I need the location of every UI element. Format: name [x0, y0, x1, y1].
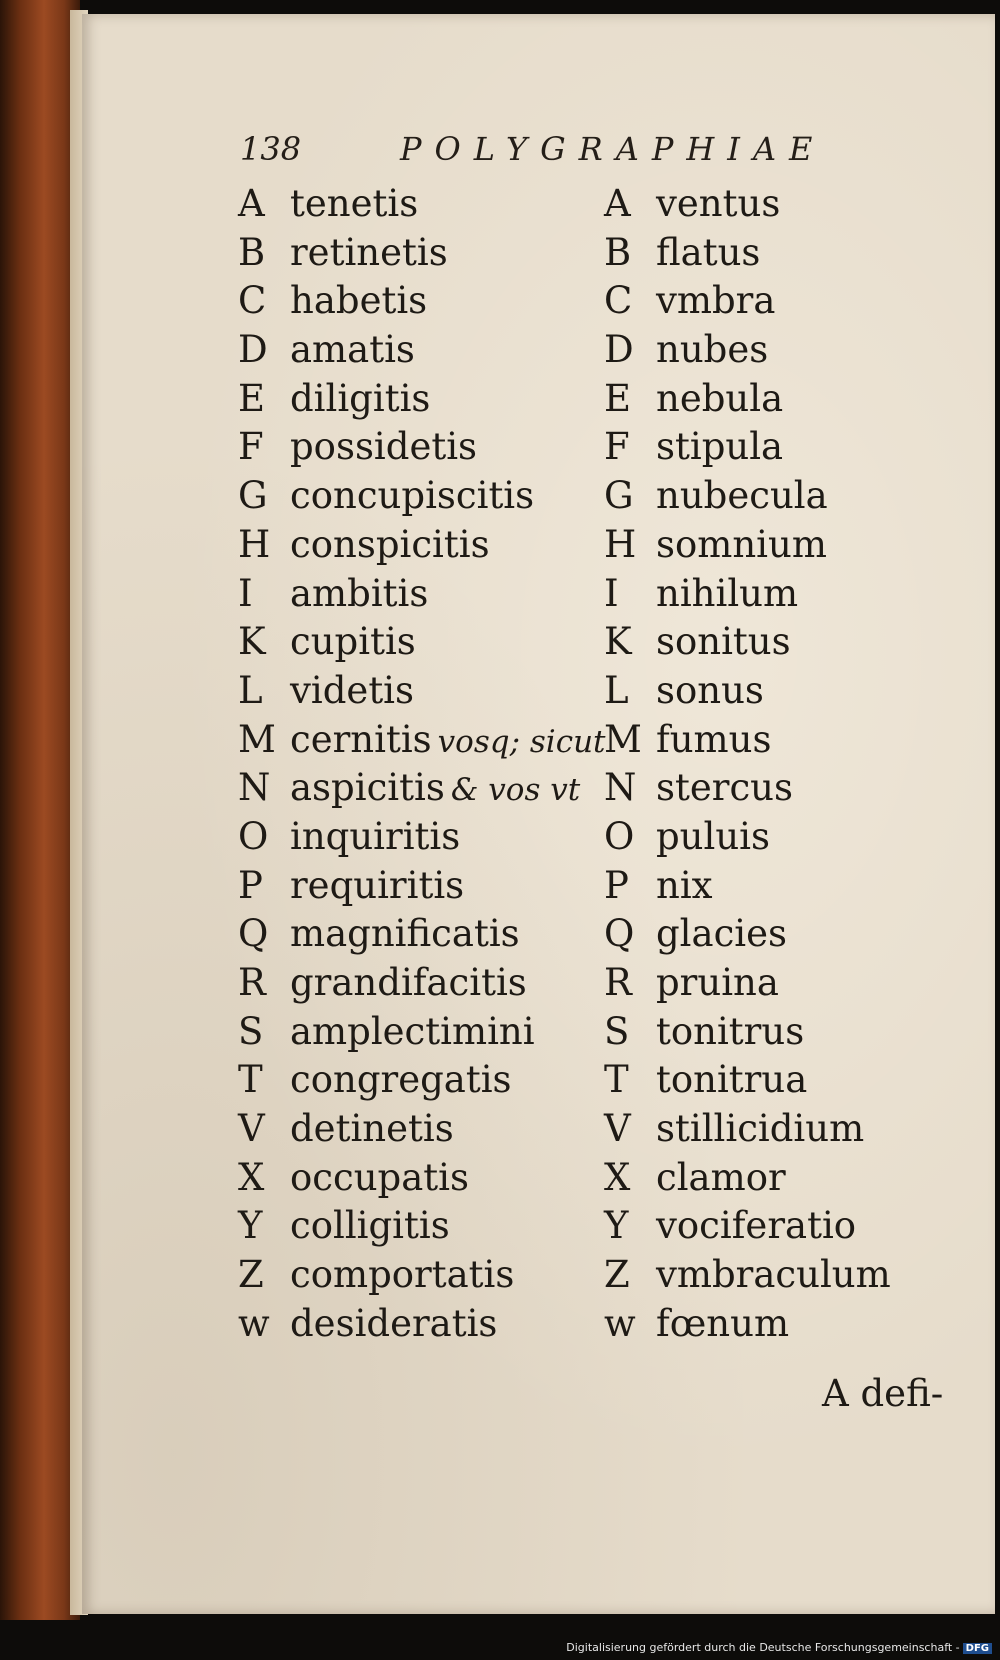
cipher-row [238, 716, 606, 765]
cipher-row [604, 229, 891, 278]
cipher-word: nebula [656, 376, 784, 420]
cipher-letter: Z [604, 1253, 630, 1297]
cipher-row [238, 862, 606, 911]
cipher-word: pruina [656, 961, 779, 1004]
cipher-word: nubes [656, 328, 769, 372]
cipher-row [238, 1008, 606, 1057]
cipher-letter: T [604, 1058, 629, 1102]
cipher-row [604, 1105, 891, 1154]
cipher-word: flatus [656, 230, 761, 274]
cipher-row [604, 277, 891, 326]
cipher-row [604, 764, 891, 813]
cipher-row [604, 1008, 891, 1057]
cipher-row [604, 862, 891, 911]
cipher-letter: D [604, 328, 634, 372]
cipher-letter: F [238, 425, 264, 469]
cipher-word: nihilum [656, 571, 799, 615]
cipher-word: ventus [656, 182, 781, 225]
digitization-credit [566, 1641, 992, 1654]
running-head: POLYGRAPHIAE [400, 130, 826, 168]
cipher-letter: I [604, 571, 619, 615]
cipher-word: magnificatis [290, 912, 520, 956]
cipher-word: desideratis [290, 1301, 498, 1345]
cipher-row [604, 667, 891, 716]
cipher-row [604, 1154, 891, 1203]
cipher-word: puluis [656, 814, 770, 858]
cipher-word: tonitrua [656, 1058, 808, 1102]
cipher-word: amatis [290, 328, 415, 372]
cipher-row [604, 1202, 891, 1251]
cipher-letter: N [238, 766, 271, 810]
cipher-word: inquiritis [290, 814, 461, 858]
cipher-word: diligitis [290, 376, 431, 420]
catchword: A defi- [822, 1372, 944, 1415]
cipher-word: concupiscitis [290, 474, 535, 518]
cipher-word: vociferatio [656, 1204, 857, 1248]
cipher-letter: D [238, 328, 268, 372]
cipher-word: possidetis [290, 425, 478, 469]
cipher-word: vmbra [656, 279, 776, 323]
cipher-row [604, 1056, 891, 1105]
cipher-letter: E [604, 376, 632, 420]
cipher-letter: B [238, 230, 266, 274]
cipher-letter: G [238, 474, 268, 518]
cipher-letter: S [604, 1009, 630, 1053]
cipher-word: glacies [656, 912, 788, 956]
cipher-row [238, 1300, 606, 1349]
cipher-letter: E [238, 376, 266, 420]
cipher-word: colligitis [290, 1204, 450, 1248]
cipher-letter: M [604, 717, 642, 761]
cipher-row [604, 716, 891, 765]
cipher-word: fumus [656, 717, 772, 761]
cipher-word: aspicitis [290, 766, 445, 810]
cipher-letter: V [604, 1107, 631, 1151]
cipher-row [238, 326, 606, 375]
cipher-letter: A [238, 182, 265, 225]
cipher-row [238, 277, 606, 326]
cipher-word: retinetis [290, 230, 448, 274]
cipher-letter: O [238, 814, 269, 858]
cipher-letter: K [604, 620, 632, 664]
cipher-word: nix [656, 863, 713, 907]
cipher-letter: R [238, 961, 266, 1004]
cipher-letter: P [604, 863, 629, 907]
book-spine [0, 0, 80, 1620]
cipher-letter: S [238, 1009, 264, 1053]
cipher-row [604, 959, 891, 1008]
cipher-row [238, 1251, 606, 1300]
cipher-letter: O [604, 814, 635, 858]
cipher-word: tenetis [290, 182, 419, 225]
cipher-word: detinetis [290, 1107, 454, 1151]
cipher-word: conspicitis [290, 522, 490, 566]
cipher-letter: M [238, 717, 276, 761]
cipher-word: stercus [656, 766, 793, 810]
dfg-logo: DFG [963, 1643, 992, 1654]
cipher-word: sonitus [656, 620, 791, 664]
cipher-word: amplectimini [290, 1009, 535, 1053]
cipher-letter: Z [238, 1253, 264, 1297]
cipher-row [238, 667, 606, 716]
cipher-letter: L [238, 668, 263, 712]
cipher-row [604, 570, 891, 619]
cipher-row [238, 618, 606, 667]
cipher-row [604, 326, 891, 375]
cipher-word: clamor [656, 1155, 786, 1199]
cipher-row [238, 521, 606, 570]
cipher-letter: B [604, 230, 632, 274]
cipher-letter: G [604, 474, 634, 518]
cipher-row [238, 570, 606, 619]
page-number: 138 [240, 130, 302, 168]
cipher-word: somnium [656, 522, 827, 566]
cipher-row [238, 423, 606, 472]
cipher-letter: A [604, 182, 631, 225]
cipher-row [238, 910, 606, 959]
cipher-word: requiritis [290, 863, 465, 907]
left-column [238, 180, 606, 1349]
cipher-row [238, 375, 606, 424]
cipher-word: habetis [290, 279, 428, 323]
cipher-row [238, 813, 606, 862]
cipher-row [238, 1056, 606, 1105]
cipher-word: nubecula [656, 474, 828, 518]
cipher-row [604, 472, 891, 521]
cipher-letter: Q [604, 912, 635, 956]
cipher-word: tonitrus [656, 1009, 805, 1053]
cipher-letter: P [238, 863, 263, 907]
cipher-letter: w [238, 1301, 270, 1345]
cipher-letter: Y [604, 1204, 629, 1248]
italic-connector: & vos vt [450, 772, 581, 809]
italic-connector: vosq; sicut [437, 723, 606, 760]
cipher-letter: C [238, 279, 267, 323]
cipher-letter: T [238, 1058, 263, 1102]
cipher-word: cernitis [290, 717, 432, 761]
cipher-letter: I [238, 571, 253, 615]
cipher-row [604, 813, 891, 862]
cipher-word: occupatis [290, 1155, 469, 1199]
cipher-row [604, 618, 891, 667]
cipher-row [238, 1202, 606, 1251]
cipher-word: sonus [656, 668, 764, 712]
cipher-letter: R [604, 961, 632, 1004]
cipher-row [604, 910, 891, 959]
cipher-row [238, 180, 606, 229]
cipher-word: fœnum [656, 1301, 790, 1345]
cipher-letter: H [604, 522, 637, 566]
credit-text: Digitalisierung gefördert durch die Deutsche Forschungsgemeinschaft - [566, 1641, 960, 1654]
cipher-word: ambitis [290, 571, 429, 615]
cipher-row [604, 423, 891, 472]
cipher-letter: K [238, 620, 266, 664]
right-column [604, 180, 891, 1349]
cipher-word: stipula [656, 425, 784, 469]
cipher-word: stillicidium [656, 1107, 865, 1151]
cipher-row [604, 180, 891, 229]
cipher-row [604, 375, 891, 424]
cipher-letter: V [238, 1107, 265, 1151]
cipher-word: congregatis [290, 1058, 512, 1102]
cipher-letter: C [604, 279, 633, 323]
cipher-letter: Y [238, 1204, 263, 1248]
cipher-row [238, 472, 606, 521]
cipher-word: vmbraculum [656, 1253, 891, 1297]
cipher-row [604, 521, 891, 570]
cipher-row [604, 1300, 891, 1349]
cipher-row [238, 764, 606, 813]
cipher-row [238, 1105, 606, 1154]
cipher-word: cupitis [290, 620, 416, 664]
cipher-word: grandifacitis [290, 961, 527, 1004]
cipher-letter: L [604, 668, 629, 712]
cipher-letter: Q [238, 912, 269, 956]
cipher-letter: F [604, 425, 630, 469]
cipher-row [238, 229, 606, 278]
cipher-row [604, 1251, 891, 1300]
cipher-letter: w [604, 1301, 636, 1345]
cipher-letter: X [238, 1155, 265, 1199]
cipher-row [238, 1154, 606, 1203]
cipher-letter: N [604, 766, 637, 810]
cipher-letter: H [238, 522, 271, 566]
cipher-word: comportatis [290, 1253, 515, 1297]
cipher-row [238, 959, 606, 1008]
cipher-letter: X [604, 1155, 631, 1199]
cipher-word: videtis [290, 668, 415, 712]
